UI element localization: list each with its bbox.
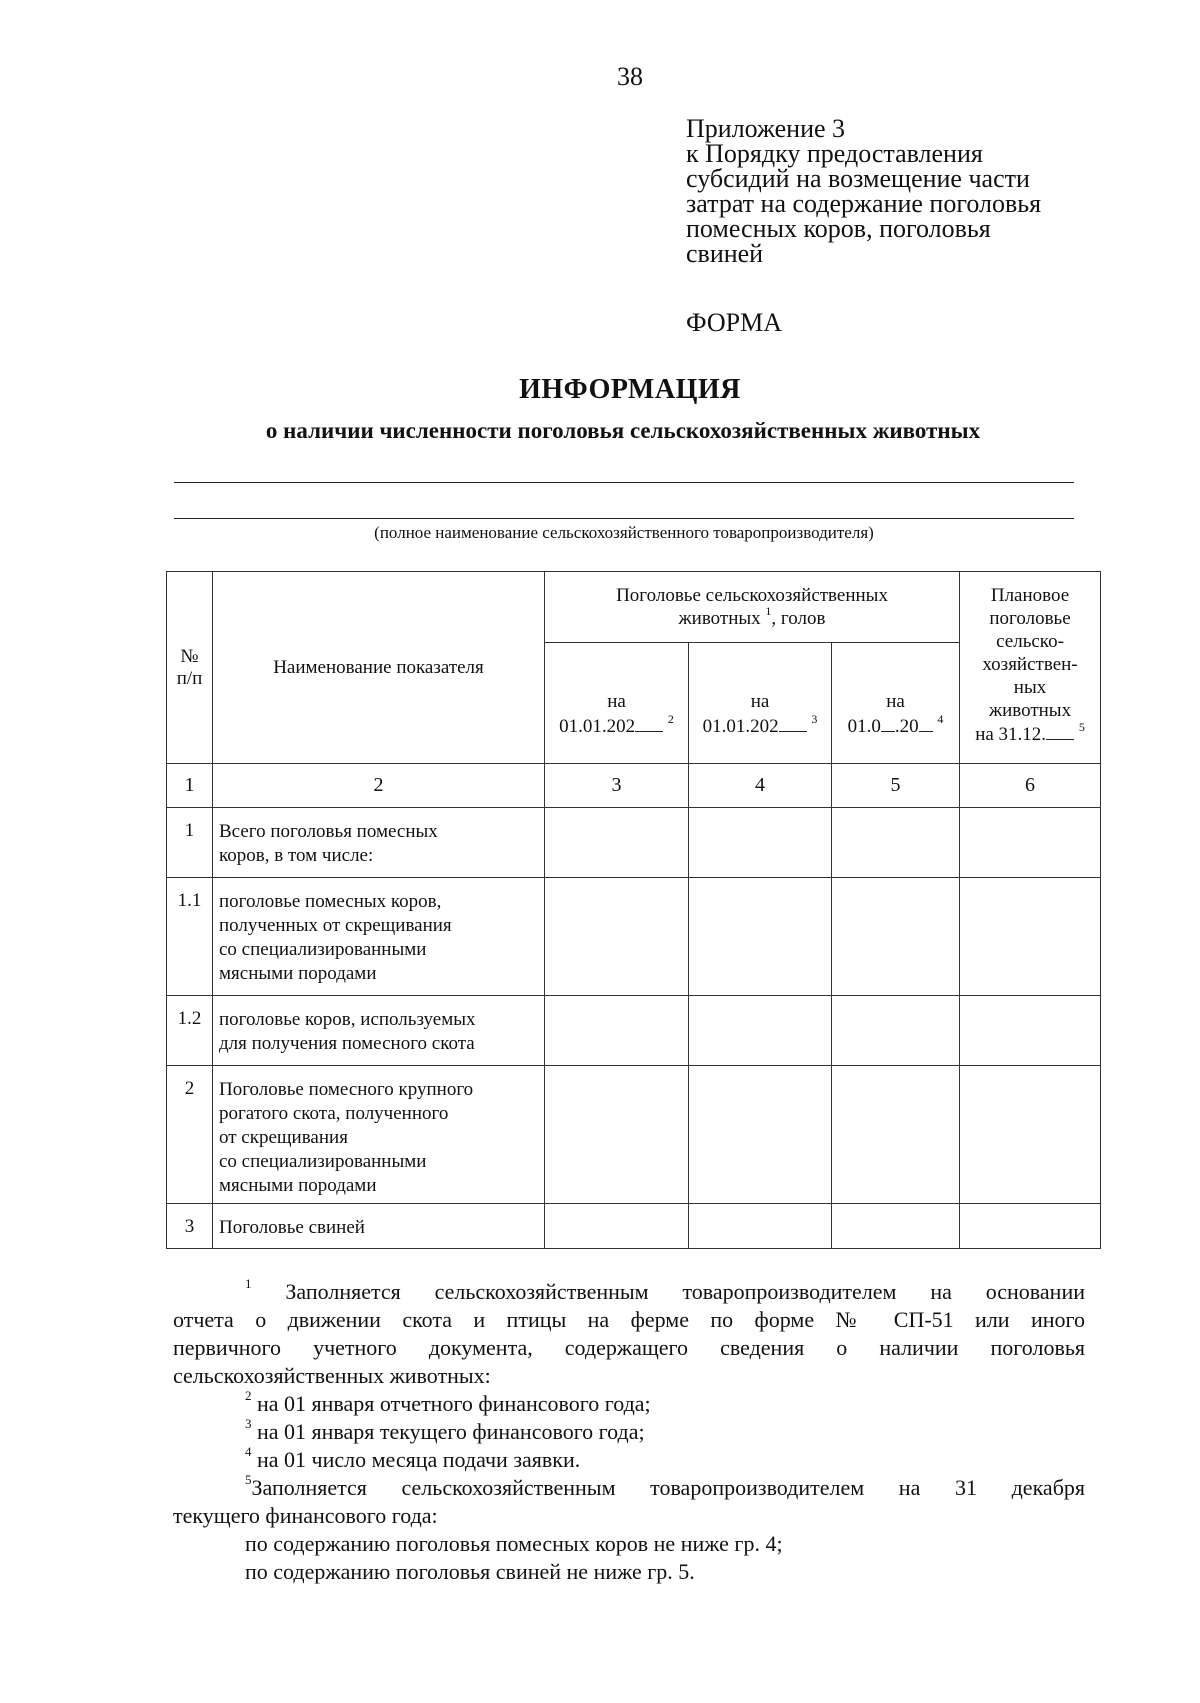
value-cell[interactable]: [689, 878, 832, 996]
subheader-date: 01.01.202 $^3$: [702, 711, 818, 737]
row-name-line: поголовье помесных коров,: [219, 891, 442, 912]
value-cell[interactable]: [960, 996, 1101, 1066]
header-group-line-1: Поголовье сельскохозяйственных: [616, 585, 888, 606]
row-number: 2: [167, 1066, 213, 1204]
appendix-line: свиней: [686, 239, 764, 268]
footnote-ref: 3: [811, 711, 818, 726]
column-number: 2: [213, 764, 545, 808]
value-cell[interactable]: [545, 878, 689, 996]
plan-header-line: животных: [988, 700, 1072, 721]
row-number: 1: [167, 808, 213, 878]
column-number: 6: [960, 764, 1101, 808]
subheader-date-3: [832, 643, 960, 764]
row-name-line: рогатого скота, полученного: [219, 1103, 449, 1124]
row-number: 1.1: [167, 878, 213, 996]
footnote-3: $^3$ на 01 января текущего финансового года;: [245, 1416, 645, 1444]
row-name-line: со специализированными: [219, 1151, 427, 1172]
header-name-cell: [213, 572, 545, 764]
value-cell[interactable]: [832, 1066, 960, 1204]
table-row: [167, 808, 1101, 878]
value-cell[interactable]: [960, 808, 1101, 878]
subheader-date-1: [545, 643, 689, 764]
row-name-line: от скрещивания: [219, 1127, 348, 1148]
footnotes: [173, 1278, 1085, 1586]
table-row: [167, 1204, 1101, 1249]
row-name-line: мясными породами: [219, 963, 377, 984]
footnote-4: $^4$ на 01 число месяца подачи заявки.: [245, 1444, 581, 1472]
column-number: 3: [545, 764, 689, 808]
value-cell[interactable]: [960, 1204, 1101, 1249]
row-name: [213, 1204, 545, 1249]
footnote-1-line: отчета о движении скота и птицы на ферме по форме № СП-51 или иного: [173, 1307, 1085, 1332]
value-cell[interactable]: [832, 1204, 960, 1249]
footnote-5-item: по содержанию поголовья помесных коров не ниже гр. 4;: [245, 1531, 783, 1556]
header-group-cell: [545, 572, 960, 643]
producer-name-line-2[interactable]: [174, 518, 1074, 519]
table-header-row: [167, 572, 1101, 643]
value-cell[interactable]: [545, 1066, 689, 1204]
footnote-ref: 5: [1078, 720, 1085, 734]
value-cell[interactable]: [689, 996, 832, 1066]
row-name-line: поголовье коров, используемых: [219, 1009, 476, 1030]
value-cell[interactable]: [689, 808, 832, 878]
header-num-label-2: п/п: [176, 667, 203, 689]
footnote-ref: 2: [667, 711, 674, 726]
plan-header-line: сельско-: [996, 631, 1064, 652]
subheader-label: на: [607, 690, 626, 712]
subheader-label: на: [886, 690, 905, 712]
row-name-line: со специализированными: [219, 939, 427, 960]
header-name-label: Наименование показателя: [273, 656, 484, 678]
row-name-line: полученных от скрещивания: [219, 915, 452, 936]
row-name: [213, 996, 545, 1066]
footnote-marker: 2: [245, 1388, 252, 1403]
subheader-date-2: [689, 643, 832, 764]
row-number: 3: [167, 1204, 213, 1249]
column-number: 4: [689, 764, 832, 808]
indicators-table: [166, 571, 1101, 1249]
footnote-5-item: по содержанию поголовья свиней не ниже гр. 5.: [245, 1559, 695, 1584]
row-name: [213, 808, 545, 878]
header-plan-cell: [960, 572, 1101, 764]
footnote-marker: 4: [245, 1444, 252, 1459]
footnote-5-line: $^5$Заполняется сельскохозяйственным товаропроизводителем на 31 декабря: [245, 1472, 1085, 1500]
value-cell[interactable]: [832, 878, 960, 996]
producer-name-caption: (полное наименование сельскохозяйственного товаропроизводителя): [374, 523, 874, 542]
plan-header-line: хозяйствен-: [982, 654, 1078, 675]
appendix-line: к Порядку предоставления: [686, 139, 983, 168]
column-number-row: [167, 764, 1101, 808]
row-name-line: коров, в том числе:: [219, 845, 374, 866]
value-cell[interactable]: [960, 1066, 1101, 1204]
header-num-cell: [167, 572, 213, 764]
footnote-marker: 5: [245, 1472, 252, 1487]
footnote-marker: 1: [245, 1276, 252, 1291]
row-name-line: для получения помесного скота: [219, 1033, 475, 1054]
form-label: ФОРМА: [686, 308, 782, 337]
appendix-line: помесных коров, поголовья: [686, 214, 991, 243]
footnote-5-line: текущего финансового года:: [173, 1503, 438, 1528]
footnote-1-line: $^1$ Заполняется сельскохозяйственным товаропроизводителем на основании: [245, 1276, 1085, 1304]
value-cell[interactable]: [545, 1204, 689, 1249]
footnote-1-line: первичного учетного документа, содержащего сведения о наличии поголовья: [173, 1335, 1085, 1360]
footnote-ref: 4: [937, 711, 944, 726]
row-name-line: мясными породами: [219, 1175, 377, 1196]
value-cell[interactable]: [832, 996, 960, 1066]
document-title: ИНФОРМАЦИЯ: [519, 374, 741, 405]
appendix-header: [686, 116, 1106, 266]
header-num-label: №: [180, 645, 199, 667]
row-name: [213, 878, 545, 996]
plan-header-line: ных: [1013, 677, 1047, 698]
column-number: 5: [832, 764, 960, 808]
appendix-line: затрат на содержание поголовья: [686, 189, 1042, 218]
page-number: 38: [617, 62, 643, 91]
table-row: [167, 878, 1101, 996]
header-group-line-2: животных $^1$, голов: [678, 604, 826, 629]
subheader-date: 01.01.202 $^2$: [559, 711, 674, 737]
value-cell[interactable]: [545, 996, 689, 1066]
column-number: 1: [167, 764, 213, 808]
appendix-line: Приложение 3: [686, 114, 846, 143]
plan-header-line: поголовье: [989, 608, 1071, 629]
table-row: [167, 1066, 1101, 1204]
plan-header-date: на 31.12. $^5$: [975, 720, 1085, 745]
producer-name-line-1[interactable]: [174, 482, 1074, 483]
footnote-ref: 1: [765, 604, 772, 618]
appendix-line: субсидий на возмещение части: [686, 164, 1030, 193]
value-cell[interactable]: [960, 878, 1101, 996]
footnote-marker: 3: [245, 1416, 252, 1431]
subheader-date: 01.0 .20 $^4$: [847, 711, 944, 737]
row-name-line: Всего поголовья помесных: [219, 821, 438, 842]
table-row: [167, 996, 1101, 1066]
value-cell[interactable]: [545, 808, 689, 878]
value-cell[interactable]: [689, 1204, 832, 1249]
row-number: 1.2: [167, 996, 213, 1066]
footnote-2: $^2$ на 01 января отчетного финансового года;: [245, 1388, 651, 1416]
footnote-1-line: сельскохозяйственных животных:: [173, 1363, 491, 1388]
row-name: [213, 1066, 545, 1204]
document-subtitle: о наличии численности поголовья сельскохозяйственных животных: [265, 418, 981, 443]
row-name-line: Поголовье свиней: [219, 1217, 365, 1238]
subheader-label: на: [750, 690, 770, 712]
value-cell[interactable]: [689, 1066, 832, 1204]
row-name-line: Поголовье помесного крупного: [219, 1079, 474, 1100]
plan-header-line: Плановое: [990, 585, 1070, 606]
value-cell[interactable]: [832, 808, 960, 878]
